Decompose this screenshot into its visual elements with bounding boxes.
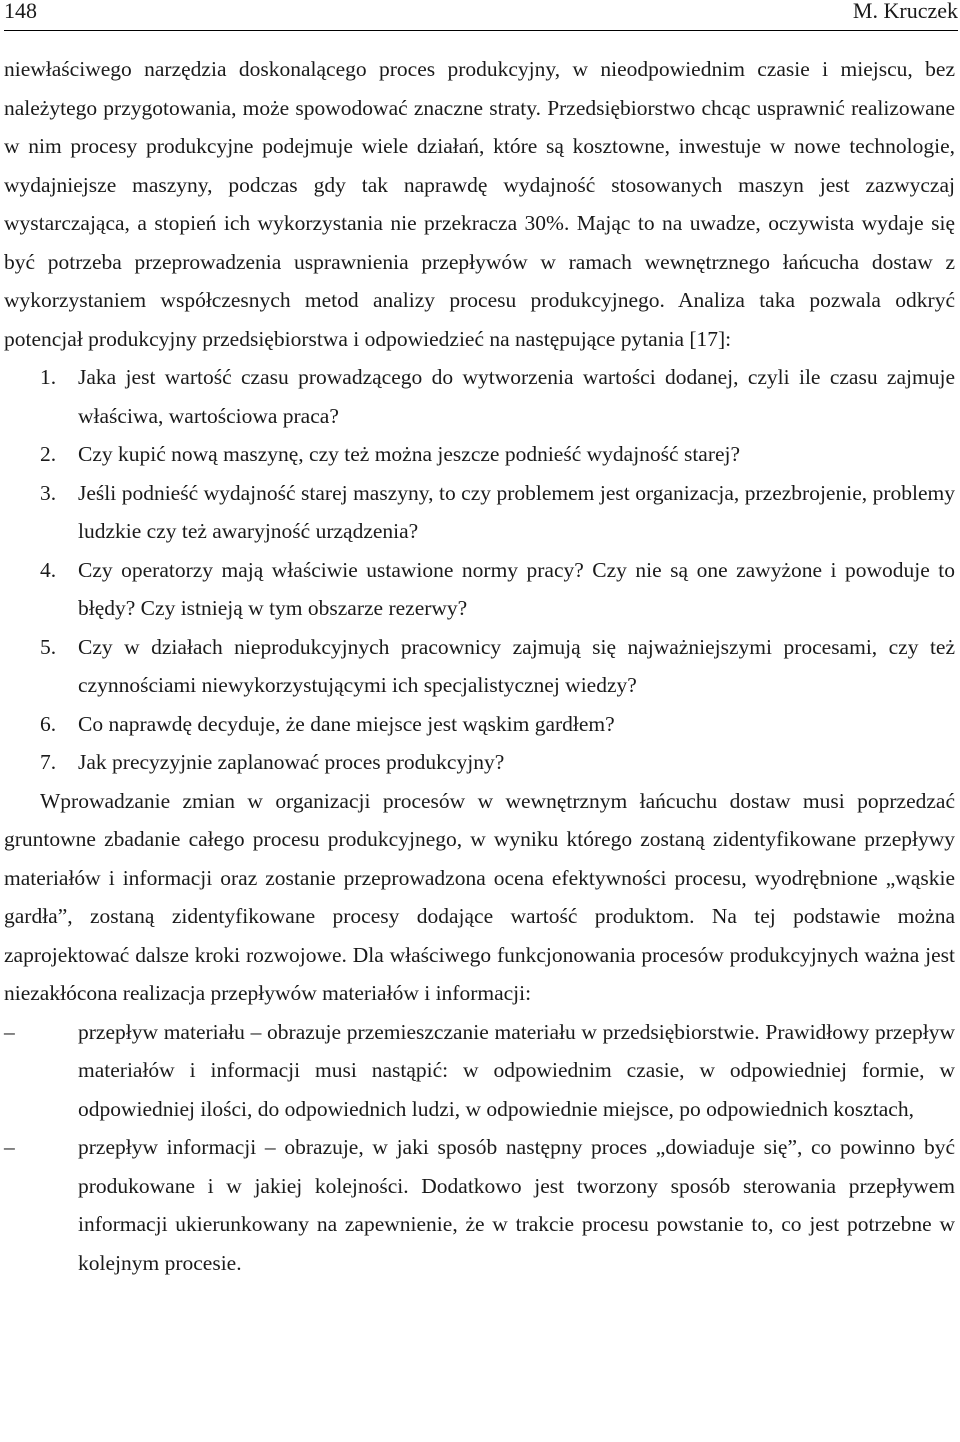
list-item [4, 628, 955, 705]
page-header [4, 0, 958, 31]
page-number: 148 [4, 0, 37, 23]
list-item-text: Czy operatorzy mają właściwie ustawione normy pracy? Czy nie są one zawyżone i powoduje to błędy? Czy istnieją w tym obszarze rezerwy? [78, 557, 955, 620]
list-item-number: 5. [40, 634, 57, 659]
list-item-number: 4. [40, 557, 57, 582]
list-item-text: Jak precyzyjnie zaplanować proces produkcyjny? [78, 750, 505, 774]
list-item [4, 474, 955, 551]
running-author: M. Kruczek [852, 0, 958, 23]
intro-paragraph: niewłaściwego narzędzia doskonalącego proces produkcyjny, w nieodpowiednim czasie i miejscu, bez należytego przygotowania, może spowodować znaczne straty. Przedsiębiorstwo chcąc usprawnić realizowane w nim procesy produkcyjne podejmuje wiele działań, które są kosztowne, inwestuje w nowe technologie, wydajniejsze maszyny, podczas gdy tak naprawdę wydajność stosowanych maszyn jest zazwyczaj wystarczająca, a stopień ich wykorzystania nie przekracza 30%. Mając to na uwadze, oczywista wydaje się być potrzeba przeprowadzenia usprawnienia przepływów w ramach wewnętrznego łańcucha dostaw z wykorzystaniem współczesnych metod analizy procesu produkcyjnego. Analiza taka pozwala odkryć potencjał produkcyjny przedsiębiorstwa i odpowiedzieć na następujące pytania [17]: [4, 57, 955, 351]
list-item [4, 1013, 955, 1129]
list-item-number: 7. [40, 750, 57, 774]
list-item-text: Czy kupić nową maszynę, czy też można jeszcze podnieść wydajność starej? [78, 442, 741, 466]
list-item-number: 3. [40, 480, 57, 505]
list-item [4, 435, 955, 474]
list-item [4, 358, 955, 435]
flow-list [4, 1013, 955, 1283]
list-item-text: Jaka jest wartość czasu prowadzącego do wytworzenia wartości dodanej, czyli ile czasu zajmuje właściwa, wartościowa praca? [78, 365, 955, 428]
list-item [4, 1128, 955, 1282]
page-body [4, 50, 955, 1282]
question-list [4, 358, 955, 782]
dash-bullet: – [4, 1135, 15, 1159]
dash-bullet: – [4, 1019, 15, 1044]
list-item-text: Co naprawdę decyduje, że dane miejsce jest wąskim gardłem? [78, 711, 615, 736]
second-paragraph: Wprowadzanie zmian w organizacji procesów w wewnętrznym łańcuchu dostaw musi poprzedzać gruntowne zbadanie całego procesu produkcyjnego, w wyniku którego zostaną zidentyfikowane przepływy materiałów i informacji oraz zostanie przeprowadzona ocena efektywności procesu, wyodrębnione „wąskie gardła”, zostaną zidentyfikowane procesy dodające wartość produktom. Na tej podstawie można zaprojektować dalsze kroki rozwojowe. Dla właściwego funkcjonowania procesów produkcyjnych ważna jest niezakłócona realizacja przepływów materiałów i informacji: [4, 788, 955, 1005]
list-item-text: przepływ informacji – obrazuje, w jaki sposób następny proces „dowiaduje się”, co powinno być produkowane i w jakiej kolejności. Dodatkowo jest tworzony sposób sterowania przepływem informacji ukierunkowany na zapewnienie, że w trakcie procesu powstanie to, co jest potrzebne w kolejnym procesie. [78, 1135, 955, 1275]
list-item-number: 6. [40, 711, 57, 736]
list-item-text: Czy w działach nieprodukcyjnych pracownicy zajmują się najważniejszymi procesami, czy też czynnościami niewykorzystującymi ich specjalistycznej wiedzy? [78, 634, 955, 697]
list-item [4, 743, 955, 782]
list-item-number: 1. [40, 365, 57, 389]
list-item-number: 2. [40, 442, 57, 466]
list-item [4, 705, 955, 744]
list-item [4, 551, 955, 628]
list-item-text: przepływ materiału – obrazuje przemieszczanie materiału w przedsiębiorstwie. Prawidłowy przepływ materiałów i informacji musi nastąpić: w odpowiednim czasie, w odpowiedniej formie, w odpowiedniej ilości, do odpowiednich ludzi, w odpowiednie miejsce, po odpowiednich kosztach, [78, 1019, 955, 1121]
list-item-text: Jeśli podnieść wydajność starej maszyny, to czy problemem jest organizacja, przezbrojenie, problemy ludzkie czy też awaryjność urządzenia? [78, 480, 955, 543]
